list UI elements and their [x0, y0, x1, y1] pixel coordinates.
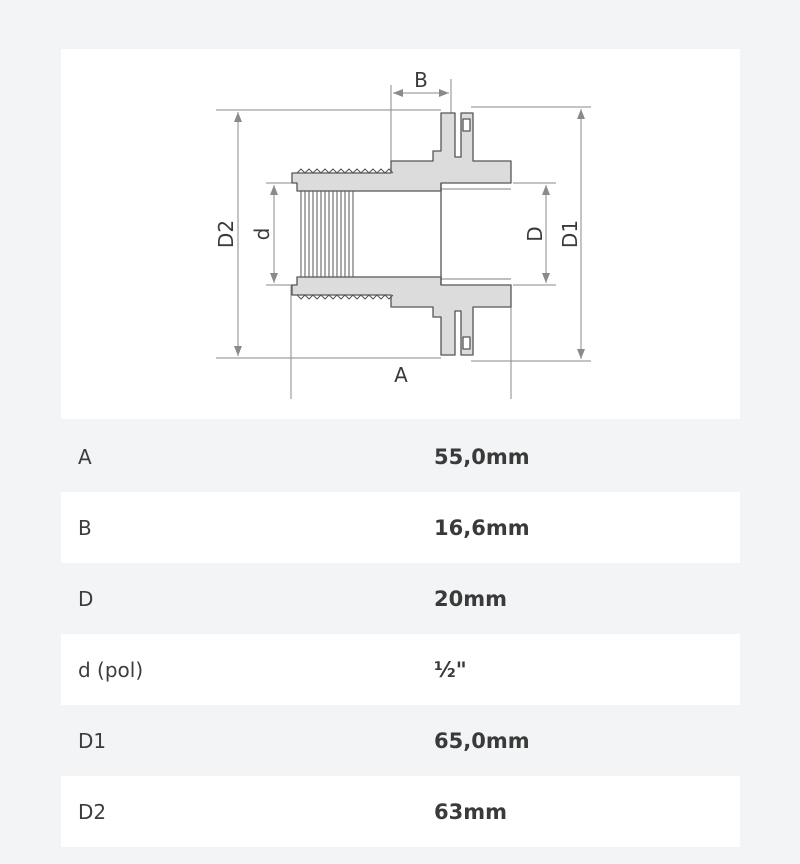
table-row	[61, 634, 740, 705]
spec-key: d (pol)	[78, 657, 144, 682]
fitting-diagram	[61, 49, 740, 419]
spec-value: 16,6mm	[434, 515, 530, 540]
label-d-small: d	[250, 227, 274, 241]
label-d: D	[523, 226, 547, 242]
specs-table	[61, 421, 740, 847]
spec-value: 65,0mm	[434, 728, 530, 753]
spec-value: 20mm	[434, 586, 507, 611]
dimension-arrows	[234, 89, 585, 359]
spec-key: D2	[78, 799, 107, 824]
spec-key: B	[78, 515, 92, 540]
table-row	[61, 563, 740, 634]
table-row	[61, 705, 740, 776]
label-a: A	[394, 363, 408, 387]
spec-value: 63mm	[434, 799, 507, 824]
table-row	[61, 421, 740, 492]
spec-key: D	[78, 586, 94, 611]
label-d1: D1	[558, 219, 582, 249]
thread-lines	[301, 191, 353, 277]
spec-value: ½"	[434, 657, 467, 682]
spec-value: 55,0mm	[434, 444, 530, 469]
label-d2: D2	[214, 219, 238, 249]
table-row	[61, 776, 740, 847]
label-b: B	[414, 68, 428, 92]
table-row	[61, 492, 740, 563]
spec-key: A	[78, 444, 92, 469]
diagram-panel	[61, 49, 740, 419]
spec-key: D1	[78, 728, 107, 753]
